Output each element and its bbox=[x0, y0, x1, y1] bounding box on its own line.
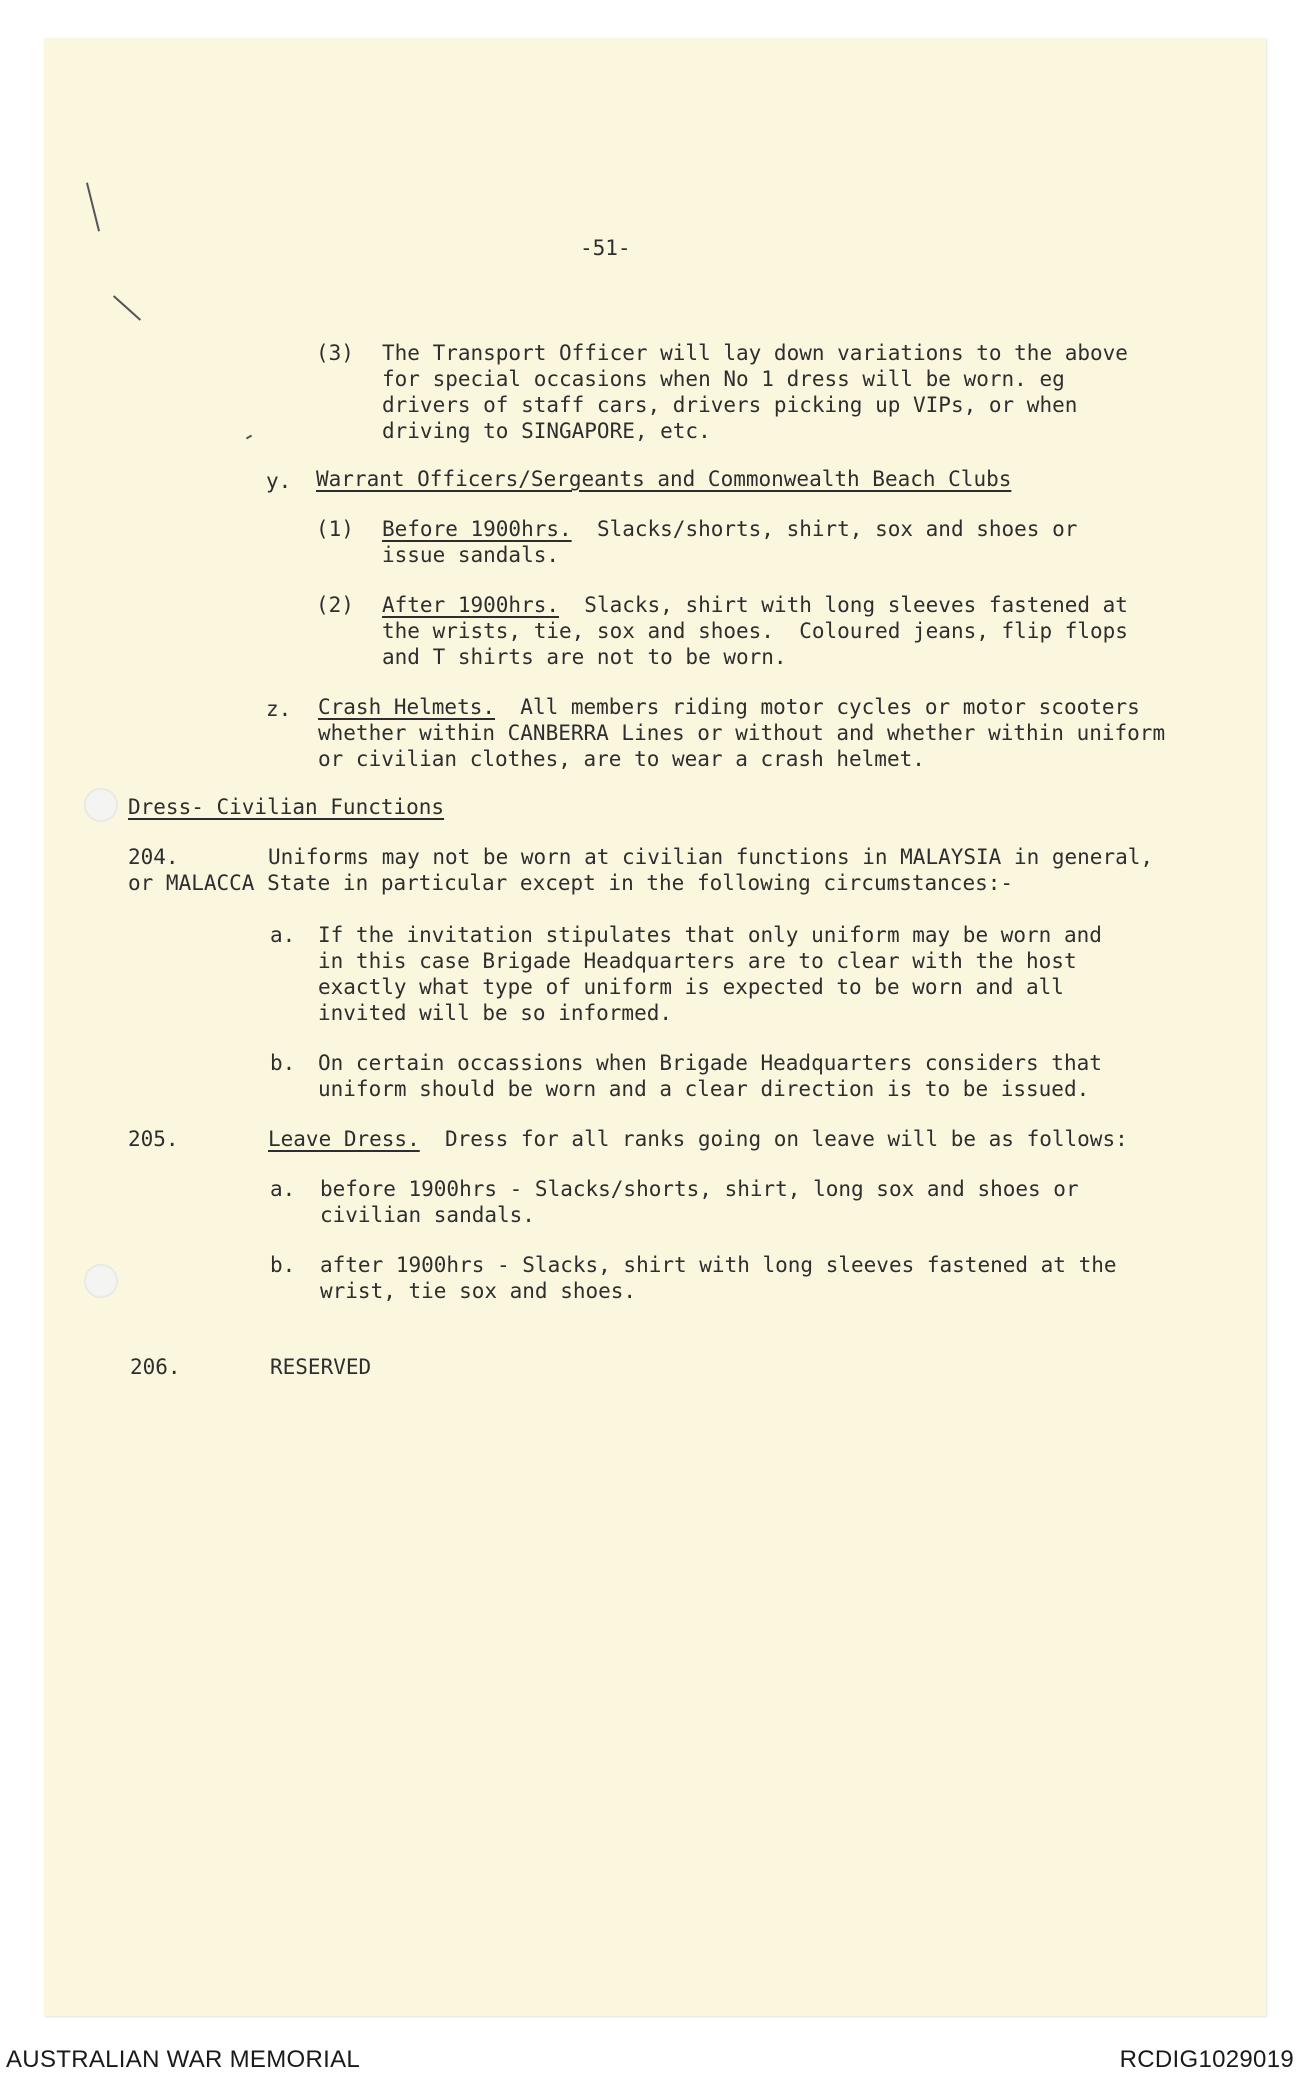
text-line: before 1900hrs - Slacks/shorts, shirt, long sox and shoes or bbox=[320, 1177, 1079, 1201]
item-lead: Leave Dress. bbox=[268, 1127, 420, 1151]
text-line: exactly what type of uniform is expected to be worn and all bbox=[318, 975, 1064, 999]
item-letter: y. bbox=[266, 469, 292, 493]
item-letter: a. bbox=[270, 1177, 296, 1201]
item-number: (1) bbox=[316, 517, 354, 541]
text-line: On certain occassions when Brigade Headquarters considers that bbox=[318, 1051, 1102, 1075]
text-line bbox=[382, 592, 1128, 618]
text-line: after 1900hrs - Slacks, shirt with long sleeves fastened at the bbox=[320, 1253, 1117, 1277]
document-page bbox=[44, 38, 1266, 2016]
text-line bbox=[268, 1126, 1128, 1152]
item-lead: After 1900hrs. bbox=[382, 593, 560, 617]
text-line bbox=[382, 516, 1077, 542]
text-line: invited will be so informed. bbox=[318, 1001, 673, 1025]
text-line: and T shirts are not to be worn. bbox=[382, 645, 787, 669]
item-letter: b. bbox=[270, 1253, 296, 1277]
footer-id: RCDIG1029019 bbox=[1119, 2046, 1294, 2073]
text-line: whether within CANBERRA Lines or without and whether within uniform bbox=[318, 721, 1166, 745]
item-text: All members riding motor cycles or motor scooters bbox=[495, 695, 1140, 719]
section-heading: Warrant Officers/Sergeants and Commonwealth Beach Clubs bbox=[316, 467, 1012, 491]
item-letter: a. bbox=[270, 923, 296, 947]
text-line: or civilian clothes, are to wear a crash helmet. bbox=[318, 747, 925, 771]
text-line: The Transport Officer will lay down variations to the above bbox=[382, 341, 1128, 365]
text-line: civilian sandals. bbox=[320, 1203, 535, 1227]
paragraph-number: 204. bbox=[128, 845, 179, 869]
text-line: the wrists, tie, sox and shoes. Coloured jeans, flip flops bbox=[382, 619, 1128, 643]
item-letter: b. bbox=[270, 1051, 296, 1075]
item-lead: Crash Helmets. bbox=[318, 695, 496, 719]
text-line: uniform should be worn and a clear direction is to be issued. bbox=[318, 1077, 1090, 1101]
item-lead: Before 1900hrs. bbox=[382, 517, 572, 541]
text-line: issue sandals. bbox=[382, 543, 560, 567]
item-text: Slacks, shirt with long sleeves fastened at bbox=[559, 593, 1128, 617]
punch-hole-top bbox=[84, 788, 118, 822]
item-number: (2) bbox=[316, 593, 354, 617]
section-heading: Dress- Civilian Functions bbox=[128, 795, 445, 819]
item-text: Dress for all ranks going on leave will be as follows: bbox=[419, 1127, 1128, 1151]
text-line: drivers of staff cars, drivers picking up VIPs, or when bbox=[382, 393, 1078, 417]
text-line: wrist, tie sox and shoes. bbox=[320, 1279, 637, 1303]
item-text: Slacks/shorts, shirt, sox and shoes or bbox=[571, 517, 1078, 541]
text-line: driving to SINGAPORE, etc. bbox=[382, 419, 711, 443]
reserved-label: RESERVED bbox=[270, 1355, 372, 1379]
item-letter: z. bbox=[266, 697, 292, 721]
text-line bbox=[318, 694, 1140, 720]
text-line: If the invitation stipulates that only uniform may be worn and bbox=[318, 923, 1102, 947]
item-number: (3) bbox=[316, 341, 354, 365]
paragraph-number: 205. bbox=[128, 1127, 179, 1151]
footer-source: AUSTRALIAN WAR MEMORIAL bbox=[6, 2046, 361, 2073]
text-line: Uniforms may not be worn at civilian functions in MALAYSIA in general, bbox=[268, 845, 1154, 869]
text-line: or MALACCA State in particular except in the following circumstances:- bbox=[128, 871, 1014, 895]
text-line: for special occasions when No 1 dress will be worn. eg bbox=[382, 367, 1065, 391]
punch-hole-bottom bbox=[84, 1264, 118, 1298]
page-number: -51- bbox=[580, 236, 631, 260]
paragraph-number: 206. bbox=[130, 1355, 181, 1379]
text-line: in this case Brigade Headquarters are to clear with the host bbox=[318, 949, 1077, 973]
